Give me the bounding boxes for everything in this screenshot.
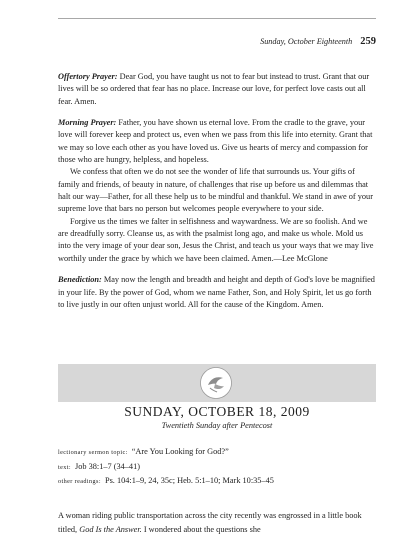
benediction-text: May now the length and breadth and height and depth of God's love be magnified in your life. By the power of God, whom we name Father, Son, and Holy Spirit, let us go forth to live justly in our often unjust world. All for the cause of the Kingdom. Amen. [58,275,375,309]
offertory-text: Dear God, you have taught us not to fear but instead to trust. Grant that our lives will be so ordered that fear has no place. Increase our love, for perfect love casts out all fear. Amen. [58,72,370,106]
morning-paragraph-2: We confess that often we do not see the wonder of life that surrounds us. Your gifts of family and friends, of beauty in nature, of challenges that rise up before us and dilemmas that halt our way—Father, for all these help us to be mindful and thankful. We stand in awe of your supreme love that bars no person but welcomes people everywhere to your side. [58,167,373,214]
text-label: text: [58,463,71,471]
opening-text-start: A woman riding public transportation across the city recently was engrossed in a little book titled, [58,511,362,534]
morning-prayer [58,117,376,166]
other-readings-line [58,474,376,489]
book-title: God Is the Answer. [79,524,142,534]
running-head-title: Sunday, October Eighteenth [260,37,353,46]
scripture-text: Job 38:1–7 (34–41) [75,461,140,471]
opening-text-end: I wondered about the questions she [143,524,261,534]
section-subtitle: Twentieth Sunday after Pentecost [161,421,273,430]
top-rule [58,18,376,19]
text-line [58,460,376,475]
other-readings: Ps. 104:1–9, 24, 35c; Heb. 5:1–10; Mark 10:35–45 [104,476,274,485]
offertory-prayer [58,71,376,108]
dove-emblem-icon [199,366,233,400]
body-text [58,71,376,320]
running-head [58,36,376,47]
morning-text-1: Father, you have shown us eternal love. From the cradle to the grave, your love will forever keep and protect us, even when we pass from this life into eternity. Grant that we may so love each other as you have loved us. Give us hearts of mercy and compassion for those who are hungry, helpless, and hopeless. [58,118,373,165]
sermon-topic-line [58,445,376,460]
sermon-topic: “Are You Looking for God?” [131,447,229,456]
offertory-label: Offertory Prayer: [58,72,118,81]
sermon-topic-label: lectionary sermon topic: [58,449,128,456]
morning-label: Morning Prayer: [58,118,117,128]
morning-paragraph-3: Forgive us the times we falter in selfishness and waywardness. We are so foolish. And we are dreadfully sorry. Cleanse us, as with the psalmist long ago, and make us whole. Mold us into the very image of your dear son, Jesus the Christ, and teach us your ways that we may live worthily under the grace by which we have been claimed. Amen.—Lee McGlone [58,216,374,263]
page-number: 259 [360,36,376,47]
benediction [58,274,376,311]
section-title: SUNDAY, OCTOBER 18, 2009 [124,404,310,419]
other-readings-label: other readings: [58,478,101,485]
benediction-label: Benediction: [58,275,102,285]
lectionary-info [58,445,376,489]
opening-paragraph [58,509,376,536]
